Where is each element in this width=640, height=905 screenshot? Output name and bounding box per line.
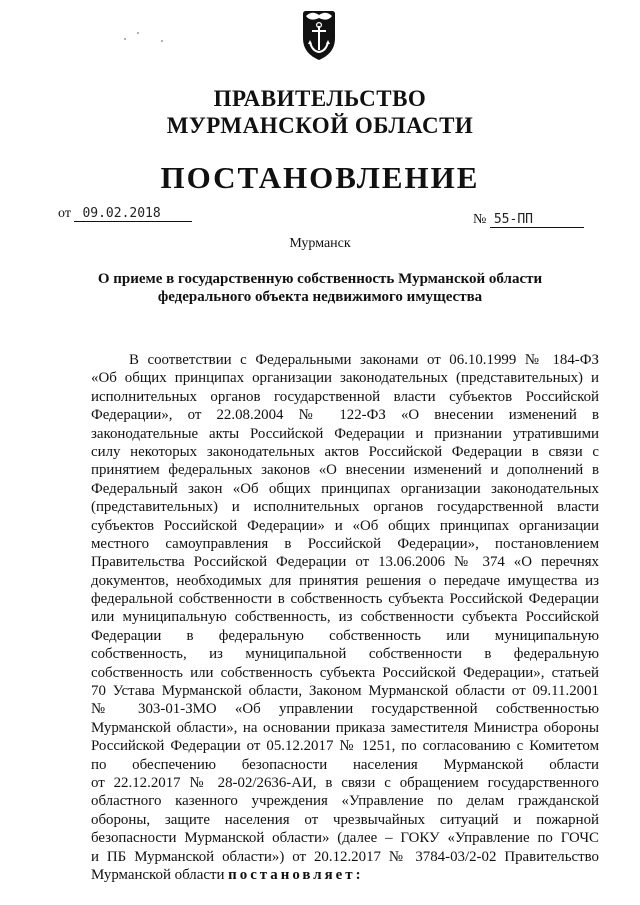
scan-speck xyxy=(161,40,163,42)
date-line xyxy=(58,206,192,222)
number-line xyxy=(473,212,584,228)
body-line: от 22.12.2017 № 28-02/2636-АИ, в связи с обращением государственного xyxy=(91,774,599,791)
government-title xyxy=(0,85,640,139)
body-line: местного самоуправления в Российской Федерации», постановлением xyxy=(91,535,599,552)
body-line: Федерации в федеральную собственность или муниципальную xyxy=(91,627,599,644)
scan-speck xyxy=(137,32,139,34)
resolution-word: постановляет: xyxy=(228,866,364,883)
body-line: 70 Устава Мурманской области, Законом Мурманской области от 09.11.2001 xyxy=(91,683,599,700)
body-line: Федерации», от 22.08.2004 № 122-ФЗ «О внесении изменений в xyxy=(91,407,599,424)
body-line: безопасности Мурманской области» (далее – ГОКУ «Управление по ГОЧС xyxy=(91,830,599,847)
body-line: (представительных) и исполнительных органов государственной власти xyxy=(91,499,599,516)
subject-line-2: федерального объекта недвижимого имущества xyxy=(157,289,483,305)
closing-prefix: Мурманской области xyxy=(91,866,225,883)
document-date: 09.02.2018 xyxy=(74,207,192,222)
body-line: собственность, из муниципальной собственности в федеральную xyxy=(91,646,599,663)
body-line: силу некоторых законодательных актов Российской Федерации в связи с xyxy=(91,443,599,460)
body-line: федеральной собственности в собственность субъекта Российской Федерации xyxy=(91,591,599,608)
body-line: областного казенного учреждения «Управление по делам гражданской xyxy=(91,793,599,810)
org-line-2: МУРМАНСКОЙ ОБЛАСТИ xyxy=(166,113,474,138)
body-line: и ПБ Мурманской области») от 20.12.2017 № 3784-03/2-02 Правительство xyxy=(91,848,599,865)
body-line: Федеральный закон «Об общих принципах организации законодательных xyxy=(91,480,599,497)
city-label: Мурманск xyxy=(289,236,351,251)
body-line: субъектов Российской Федерации» и «Об общих принципах организации xyxy=(91,517,599,534)
body-line: В соответствии с Федеральными законами от 06.10.1999 № 184-ФЗ xyxy=(129,352,599,368)
body-line: № 303-01-ЗМО «Об управлении государственной собственностью xyxy=(91,701,599,718)
scan-speck xyxy=(124,38,126,40)
body-line: Правительства Российской Федерации от 13.06.2006 № 374 «О перечнях xyxy=(91,554,599,571)
body-line: документов, необходимых для принятия решения о передаче имущества из xyxy=(91,572,599,589)
subject-line-1: О приеме в государственную собственность Мурманской области xyxy=(97,271,543,287)
document-number: 55-ПП xyxy=(490,213,584,228)
emblem xyxy=(298,8,340,62)
document-type-heading: ПОСТАНОВЛЕНИЕ xyxy=(160,160,480,195)
body-line: законодательные акты Российской Федерации и признании утратившими xyxy=(91,425,599,442)
body-text xyxy=(91,351,599,884)
date-prefix: от xyxy=(58,206,71,221)
body-line: принятием федеральных законов «О внесении изменений и дополнений в xyxy=(91,462,599,479)
body-line: или муниципальную собственность, из собственности субъекта Российской xyxy=(91,609,599,626)
document-subject xyxy=(90,270,550,306)
body-line: Мурманской области», на основании приказа заместителя Министра обороны xyxy=(91,719,599,736)
body-line: «Об общих принципах организации законодательных (представительных) и xyxy=(91,370,599,387)
closing-line xyxy=(91,866,599,884)
number-prefix: № xyxy=(473,212,487,227)
body-line: исполнительных органов государственной власти субъектов Российской xyxy=(91,388,599,405)
body-line: собственность или собственность субъекта Российской Федерации», статьей xyxy=(91,664,599,681)
body-line: по обеспечению безопасности населения Мурманской области xyxy=(91,756,599,773)
body-line: обороны, защите населения от чрезвычайных ситуаций и пожарной xyxy=(91,811,599,828)
body-line: Российской Федерации от 05.12.2017 № 1251, по согласованию с Комитетом xyxy=(91,738,599,755)
murmansk-coat-of-arms-icon xyxy=(298,8,340,62)
org-line-1: ПРАВИТЕЛЬСТВО xyxy=(213,86,427,111)
